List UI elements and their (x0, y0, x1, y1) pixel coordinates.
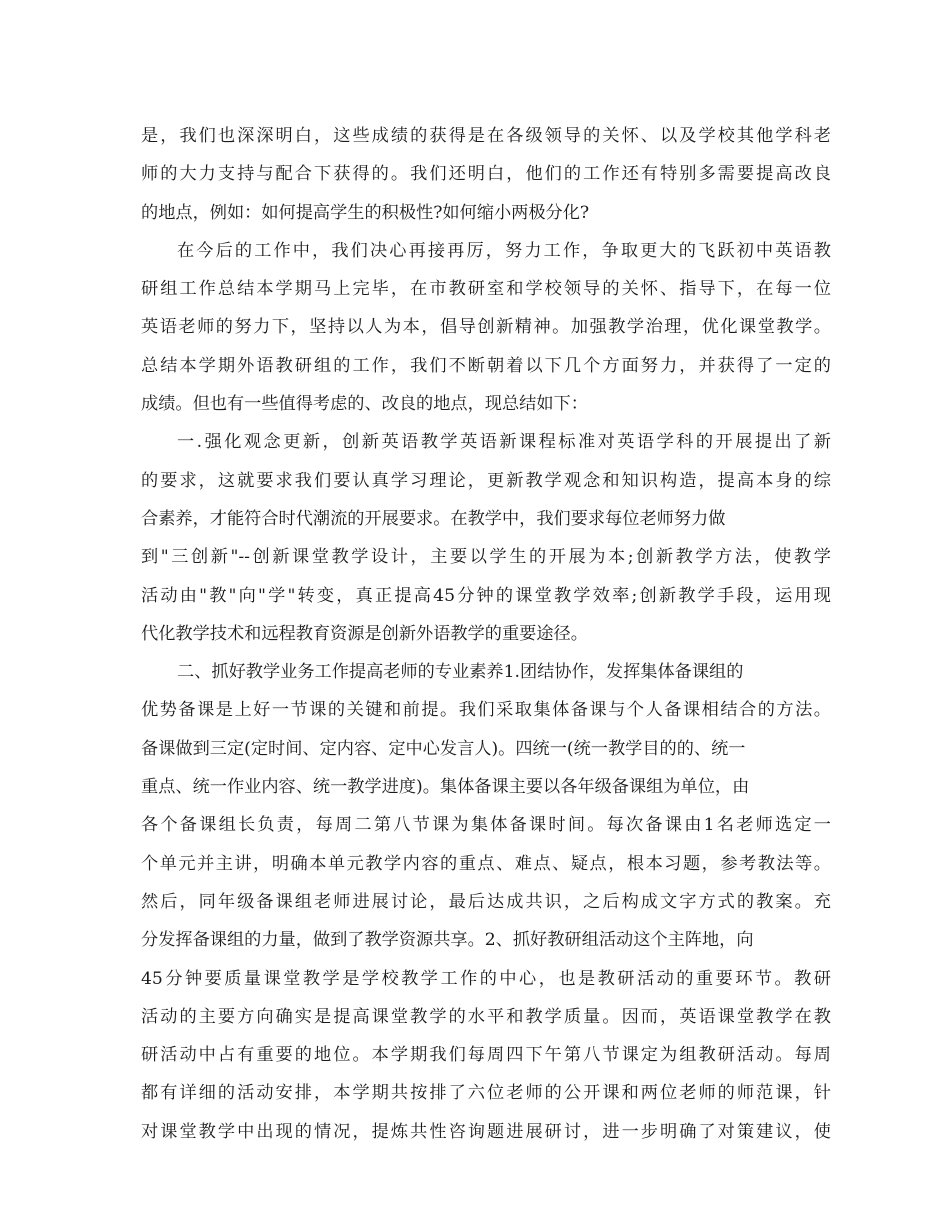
text-line: 然后，同年级备课组老师进展讨论，最后达成共识，之后构成文字方式的教案。充 (141, 891, 831, 912)
text-line: 到"三创新"--创新课堂教学设计，主要以学生的开展为本;创新教学方法，使教学 (141, 547, 831, 568)
text-line: 的要求，这就要求我们要认真学习理论，更新教学观念和知识构造，提高本身的综 (141, 470, 831, 491)
text-line: 分发挥备课组的力量，做到了教学资源共享。2、抓好教研组活动这个主阵地，向 (141, 930, 754, 951)
text-line: 成绩。但也有一些值得考虑的、改良的地点，现总结如下： (141, 394, 588, 415)
text-line: 都有详细的活动安排，本学期共按排了六位老师的公开课和两位老师的师范课，针 (141, 1083, 831, 1104)
text-line: 优势备课是上好一节课的关键和前提。我们采取集体备课与个人备课相结合的方法。 (141, 700, 831, 721)
text-line: 是，我们也深深明白，这些成绩的获得是在各级领导的关怀、以及学校其他学科老 (141, 126, 831, 146)
paragraph-start-line: 在今后的工作中，我们决心再接再厉，努力工作，争取更大的飞跃初中英语教 (177, 240, 831, 261)
text-line: 总结本学期外语教研组的工作，我们不断朝着以下几个方面努力，并获得了一定的 (141, 355, 831, 376)
text-line: 重点、统一作业内容、统一教学进度)。集体备课主要以各年级备课组为单位，由 (141, 777, 750, 798)
text-line: 备课做到三定(定时间、定内容、定中心发言人)。四统一(统一教学目的的、统一 (141, 738, 746, 759)
paragraph-start-line: 二、抓好教学业务工作提高老师的专业素养1.团结协作，发挥集体备课组的 (177, 662, 744, 683)
text-line: 英语老师的努力下，坚持以人为本，倡导创新精神。加强教学治理，优化课堂教学。 (141, 317, 831, 338)
text-line: 个单元并主讲，明确本单元教学内容的重点、难点、疑点，根本习题，参考教法等。 (141, 853, 831, 874)
text-line: 45分钟要质量课堂教学是学校教学工作的中心，也是教研活动的重要环节。教研 (141, 968, 831, 989)
text-line: 合素养，才能符合时代潮流的开展要求。在教学中，我们要求每位老师努力做 (141, 508, 726, 529)
text-line: 研组工作总结本学期马上完毕，在市教研室和学校领导的关怀、指导下，在每一位 (141, 279, 831, 300)
text-line: 各个备课组长负责，每周二第八节课为集体备课时间。每次备课由1名老师选定一 (141, 815, 831, 836)
text-line: 研活动中占有重要的地位。本学期我们每周四下午第八节课定为组教研活动。每周 (141, 1045, 831, 1066)
text-line: 的地点，例如：如何提高学生的积极性?如何缩小两极分化? (141, 202, 590, 223)
text-line: 活动由"教"向"学"转变，真正提高45分钟的课堂教学效率;创新教学手段，运用现 (141, 585, 831, 606)
text-line: 对课堂教学中出现的情况，提炼共性咨询题进展研讨，进一步明确了对策建议，使 (141, 1121, 831, 1142)
document-body (141, 117, 831, 1151)
text-line: 代化教学技术和远程教育资源是创新外语教学的重要途径。 (141, 623, 588, 644)
paragraph-start-line: 一.强化观念更新，创新英语教学英语新课程标准对英语学科的开展提出了新 (177, 432, 831, 453)
text-line: 活动的主要方向确实是提高课堂教学的水平和教学质量。因而，英语课堂教学在教 (141, 1006, 831, 1027)
text-line: 师的大力支持与配合下获得的。我们还明白，他们的工作还有特别多需要提高改良 (141, 164, 831, 185)
